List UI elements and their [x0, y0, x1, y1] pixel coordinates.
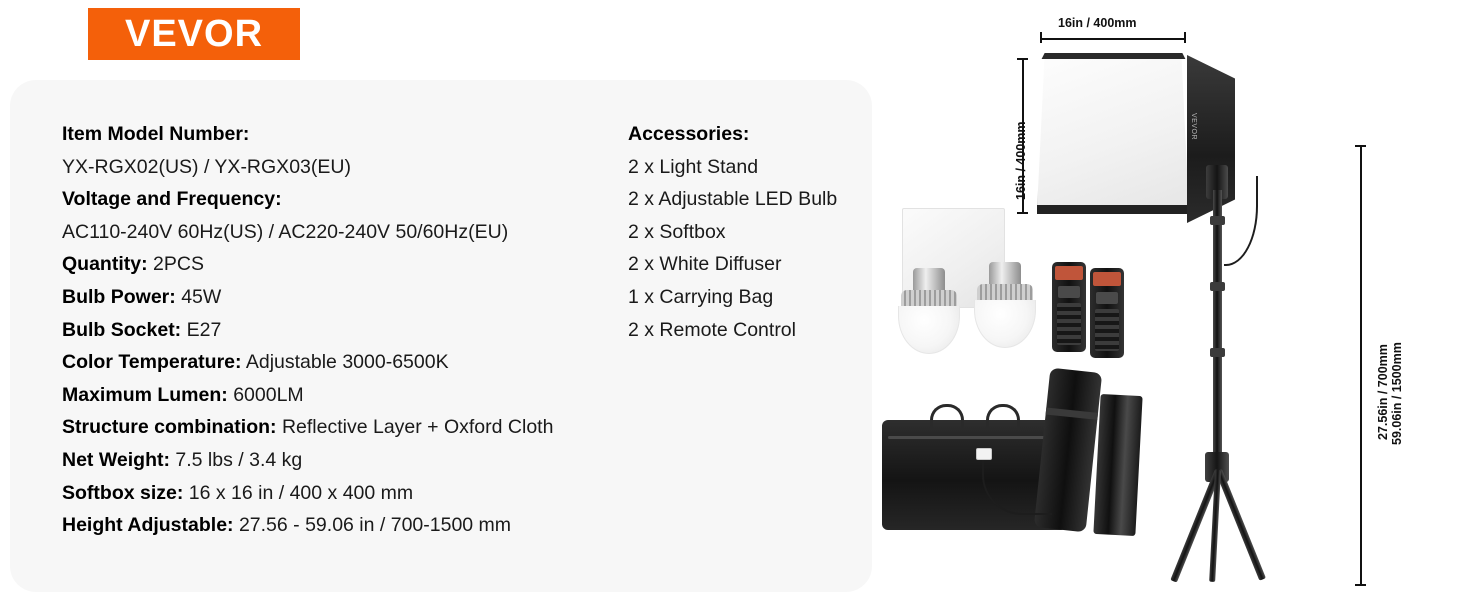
stand-height-cap-bottom	[1355, 584, 1366, 586]
spec-value-quantity: 2PCS	[153, 253, 204, 276]
remote-control	[1090, 268, 1124, 358]
bag-handle	[930, 404, 964, 430]
softbox-diffuser-face	[1037, 55, 1189, 210]
accessory-item: 2 x White Diffuser	[628, 253, 782, 276]
spec-label-maximum-lumen: Maximum Lumen:	[62, 383, 228, 406]
specifications-list	[62, 118, 622, 542]
led-bulb	[894, 268, 964, 354]
bag-handle	[986, 404, 1020, 430]
softbox-height-label: 16in / 400mm	[1014, 121, 1028, 200]
stand-column	[1213, 190, 1222, 480]
bulb-dome	[898, 306, 960, 354]
spec-label-bulb-socket: Bulb Socket:	[62, 318, 182, 341]
softbox-brand-text: VEVOR	[1190, 113, 1197, 141]
accessory-item: 1 x Carrying Bag	[628, 285, 774, 308]
spec-row-softbox-size	[62, 477, 622, 510]
softbox-width-dimension-line	[1040, 38, 1185, 40]
spec-row-bulb-socket	[62, 314, 622, 347]
spec-value-model-number: YX-RGX02(US) / YX-RGX03(EU)	[62, 155, 351, 178]
vevor-logo-text: VEVOR	[124, 12, 264, 55]
power-plug	[976, 448, 992, 460]
accessories-title: Accessories:	[628, 123, 750, 145]
led-bulb	[970, 262, 1040, 348]
accessories-list	[628, 118, 878, 346]
spec-label-color-temperature: Color Temperature:	[62, 351, 242, 374]
spec-label-bulb-power: Bulb Power:	[62, 285, 176, 308]
bulb-dome	[974, 300, 1036, 348]
spec-value-structure-combination: Reflective Layer + Oxford Cloth	[281, 416, 554, 439]
spec-value-maximum-lumen: 6000LM	[233, 383, 304, 406]
accessory-item: 2 x Light Stand	[628, 155, 759, 178]
softbox-rim-bottom	[1037, 205, 1190, 214]
softbox-width-cap-left	[1040, 32, 1042, 43]
spec-label-quantity: Quantity:	[62, 253, 148, 276]
remote-top-band	[1093, 272, 1121, 286]
accessory-item: 2 x Softbox	[628, 220, 726, 243]
accessory-item: 2 x Adjustable LED Bulb	[628, 188, 838, 211]
bag-zipper	[888, 436, 1061, 439]
spec-value-voltage-frequency: AC110-240V 60Hz(US) / AC220-240V 50/60Hz(EU)	[62, 220, 509, 243]
specifications-panel	[10, 80, 872, 592]
softbox-rim-top	[1037, 53, 1190, 59]
spec-value-height-adjustable: 27.56 - 59.06 in / 700-1500 mm	[238, 514, 512, 537]
stand-bag-strap	[1046, 408, 1098, 420]
remote-buttons	[1095, 309, 1119, 351]
stand-height-label-inches: 27.56in / 700mm	[1376, 344, 1390, 440]
spec-label-voltage-frequency: Voltage and Frequency:	[62, 188, 282, 211]
remote-control	[1052, 262, 1086, 352]
remote-top-band	[1055, 266, 1083, 280]
spec-value-net-weight: 7.5 lbs / 3.4 kg	[175, 448, 303, 471]
folded-tripod	[1093, 394, 1142, 536]
spec-row-color-temperature	[62, 346, 622, 379]
remote-screen	[1058, 286, 1080, 298]
spec-label-model-number: Item Model Number:	[62, 123, 250, 145]
spec-label-structure-combination: Structure combination:	[62, 416, 277, 439]
stand-lock-knob	[1210, 216, 1225, 225]
spec-row-maximum-lumen	[62, 379, 622, 412]
accessory-item: 2 x Remote Control	[628, 318, 796, 341]
spec-label-softbox-size: Softbox size:	[62, 481, 184, 504]
stand-lock-knob	[1210, 282, 1225, 291]
spec-row-net-weight	[62, 444, 622, 477]
softbox-width-label: 16in / 400mm	[1058, 16, 1137, 30]
spec-value-color-temperature: Adjustable 3000-6500K	[245, 351, 449, 374]
vevor-logo	[88, 8, 300, 60]
stand-height-cap-top	[1355, 145, 1366, 147]
power-cord	[1224, 176, 1258, 266]
spec-label-net-weight: Net Weight:	[62, 448, 170, 471]
product-illustration	[872, 0, 1464, 600]
spec-row-bulb-power	[62, 281, 622, 314]
spec-value-softbox-size: 16 x 16 in / 400 x 400 mm	[188, 481, 414, 504]
spec-value-bulb-power: 45W	[181, 285, 222, 308]
softbox-product	[1037, 55, 1237, 235]
spec-row-structure-combination	[62, 411, 622, 444]
stand-height-dimension-line	[1360, 145, 1362, 585]
remote-screen	[1096, 292, 1118, 304]
remote-buttons	[1057, 303, 1081, 345]
spec-value-bulb-socket: E27	[186, 318, 222, 341]
spec-label-height-adjustable: Height Adjustable:	[62, 514, 234, 537]
softbox-width-cap-right	[1184, 32, 1186, 43]
stand-height-label-mm: 59.06in / 1500mm	[1390, 342, 1404, 445]
spec-row-quantity	[62, 248, 622, 281]
softbox-height-cap-bottom	[1017, 212, 1028, 214]
softbox-height-cap-top	[1017, 58, 1028, 60]
stand-leg	[1215, 469, 1266, 581]
stand-lock-knob	[1210, 348, 1225, 357]
spec-row-height-adjustable	[62, 509, 622, 542]
